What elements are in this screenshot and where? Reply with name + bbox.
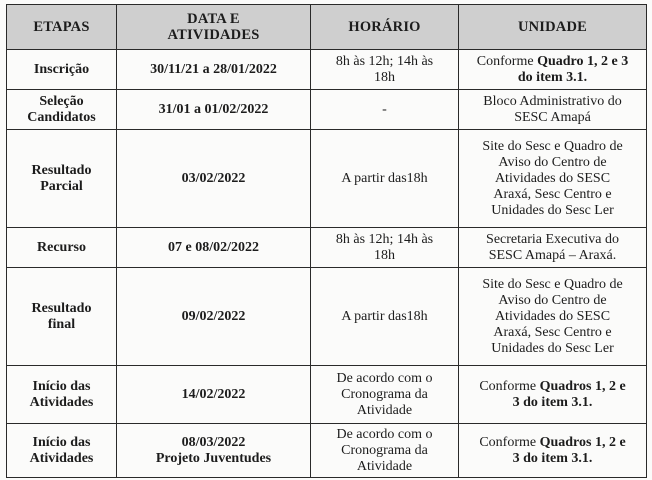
date-cell: 31/01 a 01/02/2022 — [117, 90, 311, 130]
unit-cell — [459, 268, 647, 366]
table-row — [7, 366, 647, 424]
time-cell: A partir das18h — [311, 130, 459, 228]
date-cell: 09/02/2022 — [117, 268, 311, 366]
header-row — [7, 5, 647, 50]
header-etapas: ETAPAS — [7, 5, 117, 50]
date-cell: 03/02/2022 — [117, 130, 311, 228]
unit-text: Conforme — [479, 378, 540, 394]
table-row — [7, 228, 647, 268]
time-cell: A partir das18h — [311, 268, 459, 366]
unit-text: Conforme — [479, 434, 540, 450]
unit-cell — [459, 130, 647, 228]
stage-cell: Início das Atividades — [7, 424, 117, 478]
unit-cell — [459, 424, 647, 478]
time-cell: De acordo com o Cronograma da Atividade — [311, 366, 459, 424]
header-horario: HORÁRIO — [311, 5, 459, 50]
stage-cell: Início das Atividades — [7, 366, 117, 424]
unit-text: Secretaria Executiva do SESC Amapá – Araxá. — [486, 231, 619, 263]
stage-cell: Seleção Candidatos — [7, 90, 117, 130]
stage-cell: Resultado Parcial — [7, 130, 117, 228]
time-cell: - — [311, 90, 459, 130]
unit-text: Conforme — [476, 53, 538, 69]
time-cell: 8h às 12h; 14h às 18h — [311, 50, 459, 90]
table-row — [7, 130, 647, 228]
stage-cell: Resultado final — [7, 268, 117, 366]
header-data-atividades: DATA E ATIVIDADES — [117, 5, 311, 50]
header-unidade: UNIDADE — [459, 5, 647, 50]
stage-cell: Inscrição — [7, 50, 117, 90]
time-cell: 8h às 12h; 14h às 18h — [311, 228, 459, 268]
unit-text: Bloco Administrativo do SESC Amapá — [483, 93, 622, 125]
unit-bold-text: Quadros 1, 2 e 3 do item 3.1. — [512, 434, 626, 466]
unit-bold-text: Quadros 1, 2 e 3 do item 3.1. — [512, 378, 626, 410]
unit-text: Site do Sesc e Quadro de Aviso do Centro de Atividades do SESC Araxá, Sesc Centro e Unidades do Sesc Ler — [482, 138, 623, 218]
date-cell: 07 e 08/02/2022 — [117, 228, 311, 268]
date-cell: 30/11/21 a 28/01/2022 — [117, 50, 311, 90]
table-row — [7, 50, 647, 90]
unit-cell — [459, 366, 647, 424]
schedule-table — [6, 4, 647, 478]
date-cell: 14/02/2022 — [117, 366, 311, 424]
table-row — [7, 268, 647, 366]
stage-cell: Recurso — [7, 228, 117, 268]
unit-bold-text: Quadro 1, 2 e 3 do item 3.1. — [517, 53, 629, 85]
unit-cell — [459, 90, 647, 130]
unit-text: Site do Sesc e Quadro de Aviso do Centro de Atividades do SESC Araxá, Sesc Centro e Unidades do Sesc Ler — [482, 276, 623, 356]
unit-cell — [459, 50, 647, 90]
time-cell: De acordo com o Cronograma da Atividade — [311, 424, 459, 478]
table-row — [7, 424, 647, 478]
date-cell: 08/03/2022 Projeto Juventudes — [117, 424, 311, 478]
table-row — [7, 90, 647, 130]
unit-cell — [459, 228, 647, 268]
